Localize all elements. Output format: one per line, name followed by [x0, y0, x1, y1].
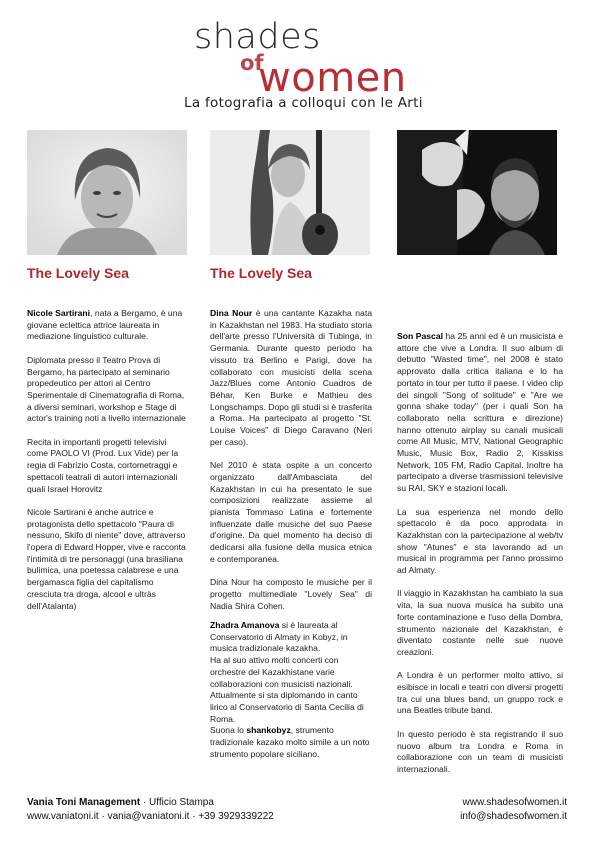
bio-paragraph: Son Pascal ha 25 anni ed è un musicista e attore che vive a Londra. Il suo album di debutto "Wasted time", nel 2008 è stato approvato dalla critica italiana e lo ha portato in tour per tutto il paese. I video clip dei singoli "Song of solitude" e "Are we gonna shake today" (per i quali Son ha collaborato nella scrittura e direzione) hanno ottenuto airplay su canali musicali come All Music, MTV, National Geographic Music, Music Box, Radio 2, Kisskiss Network, 105 FM, Radio Capital. Inoltre ha partecipato a diverse trasmissioni televisive su RAI, SKY e stazioni locali.	[397, 331, 563, 494]
logo-word-women: women	[258, 55, 407, 101]
bio-name: Son Pascal	[397, 331, 443, 341]
footer-left	[27, 796, 274, 823]
bio-paragraph: Nicole Sartirani è anche autrice e protagonista dello spettacolo "Paura di nessuno, Skifo di niente" dove, attraverso l'opera di Edward Hopper, vive e racconta l'intimità di tre personaggi (una brasiliana bulimica, una poetessa calabrese e una bergamasca figlia del capitalismo cresciuta tra droga, alcool e ultràs dell'Atalanta)	[27, 506, 186, 611]
bio-line: Suona lo shankobyz, strumento tradizionale kazako molto simile a un noto strumento popolare siciliano.	[210, 725, 370, 759]
bio-name: Nicole Sartirani	[27, 308, 91, 318]
bio-name: Zhadra Amanova	[210, 620, 280, 630]
bio-paragraph: Dina Nour è una cantante Kazakha nata in Kazakhstan nel 1983. Ha studiato storia dell'arte presso l'Università di Tubinga, in Germania. Durante questo periodo ha vissuto tra Berlino e Parigi, dove ha collaborato con musicisti della scena Jazz/Blues come Antonio Cuadros de Béhar, Ken Burke e Mathieu des Longschamps. Dopo gli studi si è trasferita a Roma. Ha partecipato al progetto "St. Louise Voices" di Diego Caravano (Neri per caso).	[210, 308, 372, 447]
logo-word-of: of	[240, 51, 264, 75]
bio-paragraph: A Londra è un performer molto attivo, si esibisce in locali e teatri con diversi progetti tra cui una blues band, un gruppo rock e una Beatles tribute band.	[397, 670, 563, 716]
bio-paragraph: Nicole Sartirani, nata a Bergamo, è una giovane eclettica attrice laureata in mediazione linguistico culturale.	[27, 308, 183, 342]
bio-name: Dina Nour	[210, 308, 253, 318]
column-nicole-sartirani	[27, 308, 189, 624]
bio-line: Zhadra Amanova si è laureata al Conservatorio di Almaty in Kobyz, in musica tradizionale kazakha.	[210, 620, 348, 654]
bio-paragraph: Dina Nour ha composto le musiche per il progetto multimediale "Lovely Sea" di Nadia Shira Cohen.	[210, 577, 372, 611]
footer-site-link[interactable]: www.shadesofwomen.it	[462, 797, 567, 808]
bio-line: Attualmente si sta diplomando in canto lirico al Conservatorio di Santa Cecilia di Roma.	[210, 690, 364, 724]
section-title-2: The Lovely Sea	[210, 265, 312, 281]
logo-word-shades: shades	[194, 17, 321, 57]
instrument-name: shankobyz	[246, 725, 291, 736]
bio-paragraph: Recita in importanti progetti televisivi come PAOLO VI (Prod. Lux Vide) per la regia di Fabrizio Costa, cortometraggi e spettacoli teatrali di autori internazionali quali Israel Horovitz	[27, 436, 179, 494]
logo	[188, 17, 418, 101]
column-dina-nour	[210, 308, 372, 624]
section-title-1: The Lovely Sea	[27, 265, 129, 281]
column-zhadra-amanova	[210, 620, 372, 760]
bio-paragraph: Il viaggio in Kazakhstan ha cambiato la sua vita, la sua nuova musica ha subito una forte contaminazione e l'uso della Dombra, strumento nazionale del Kazakhstan, è diventato costante nelle sue nuove creazioni.	[397, 588, 563, 657]
bio-paragraph: Nel 2010 è stata ospite a un concerto organizzato dall'Ambasciata del Kazakhstan in cui ha presentato le sue composizioni realizzate assieme al pianista Tommaso Latina e fortemente influenzate dalle musiche del suo Paese d'origine. Da quel momento ha deciso di dedicarsi alla fusione della musica etnica e contemporanea.	[210, 460, 372, 564]
footer-right	[460, 796, 567, 823]
bio-paragraph: Diplomata presso il Teatro Prova di Bergamo, ha partecipato al seminario propedeutico per attori al Centro Sperimentale di Cinematografia di Roma, a diversi seminari, workshop e Stage di actor's training noti a livello internazionale	[27, 354, 186, 424]
footer-company: Vania Toni Management	[27, 797, 141, 808]
column-son-pascal	[397, 331, 563, 787]
footer-email-link[interactable]: info@shadesofwomen.it	[460, 810, 567, 822]
photo-nicole-sartirani	[27, 130, 187, 255]
footer-contacts[interactable]: www.vaniatoni.it · vania@vaniatoni.it · +39 3929339222	[27, 810, 274, 822]
photo-dina-nour	[210, 130, 370, 255]
photo-son-pascal	[397, 130, 557, 255]
bio-line: Ha al suo attivo molti concerti con orchestre del Kazakhistane varie collaborazioni con musicisti nazionali.	[210, 655, 353, 689]
footer-dept: · Ufficio Stampa	[140, 797, 214, 808]
bio-paragraph: La sua esperienza nel mondo dello spettacolo è da poco approdata in Kazakhstan con la partecipazione al web/tv show "Atunes" e sta lavorando ad un musical in programma per l'anno prossimo ad Almaty.	[397, 506, 563, 576]
tagline: La fotografia a colloqui con le Arti	[184, 95, 423, 111]
bio-paragraph: In questo periodo è sta registrando il suo nuovo album tra Londra e Roma in collaborazione con un team di musicisti internazionali.	[397, 728, 563, 774]
footer-company-line	[27, 796, 274, 810]
